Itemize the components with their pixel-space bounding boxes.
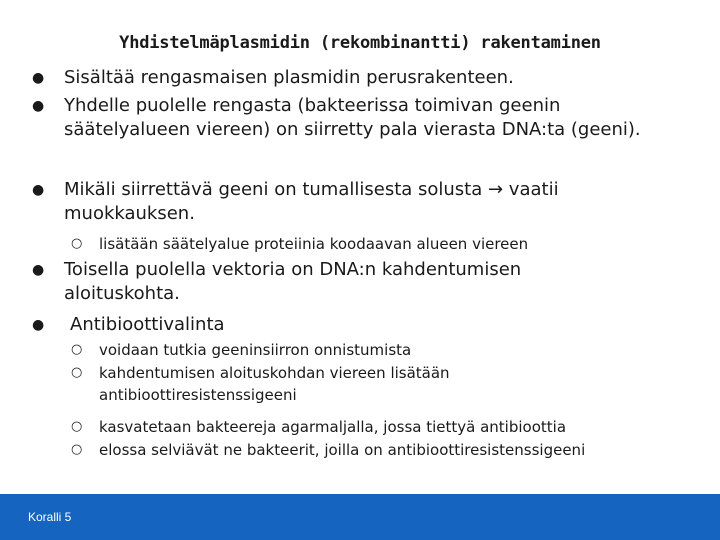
- bullet-text: Mikäli siirrettävä geeni on tumallisesta solusta → vaatii muokkauksen.: [64, 179, 559, 224]
- bullet-text: Antibioottivalinta: [70, 314, 225, 335]
- sub-bullet-circle-icon: ○: [71, 419, 83, 434]
- sub-bullet-item: [71, 233, 699, 255]
- bullet-item: [32, 258, 624, 306]
- bullet-dot-icon: ●: [32, 182, 45, 198]
- bullet-item: [32, 94, 649, 142]
- bullet-item: [32, 178, 664, 226]
- sub-bullet-text: kasvatetaan bakteereja agarmaljalla, jossa tiettyä antibioottia: [99, 418, 567, 436]
- slide-title: Yhdistelmäplasmidin (rekombinantti) rakentaminen: [119, 33, 601, 53]
- sub-bullet-item: [71, 339, 699, 361]
- sub-bullet-text: lisätään säätelyalue proteiinia koodaavan alueen viereen: [99, 235, 529, 253]
- sub-bullet-text: elossa selviävät ne bakteerit, joilla on antibioottiresistenssigeeni: [99, 441, 586, 459]
- sub-bullet-circle-icon: ○: [71, 442, 83, 457]
- sub-bullet-item: [71, 416, 709, 438]
- footer-label: Koralli 5: [28, 510, 72, 524]
- bullet-item: [32, 66, 664, 90]
- sub-bullet-text: voidaan tutkia geeninsiirron onnistumista: [99, 341, 412, 359]
- bullet-dot-icon: ●: [32, 70, 45, 86]
- bullet-text: Toisella puolella vektoria on DNA:n kahdentumisen aloituskohta.: [64, 259, 522, 304]
- sub-bullet-circle-icon: ○: [71, 236, 83, 251]
- bullet-dot-icon: ●: [32, 98, 45, 114]
- bullet-item: [32, 313, 664, 337]
- bullet-dot-icon: ●: [32, 262, 45, 278]
- footer-bar: [0, 494, 720, 540]
- bullet-text: Sisältää rengasmaisen plasmidin perusrakenteen.: [64, 67, 514, 88]
- sub-bullet-item: [71, 439, 714, 461]
- sub-bullet-text: kahdentumisen aloituskohdan viereen lisätään antibioottiresistenssigeeni: [99, 364, 450, 404]
- bullet-text: Yhdelle puolelle rengasta (bakteerissa toimivan geenin säätelyalueen viereen) on siirretty pala vierasta DNA:ta (geeni).: [64, 95, 641, 140]
- bullet-dot-icon: ●: [32, 317, 45, 333]
- sub-bullet-item: [71, 362, 619, 406]
- sub-bullet-circle-icon: ○: [71, 365, 83, 380]
- sub-bullet-circle-icon: ○: [71, 342, 83, 357]
